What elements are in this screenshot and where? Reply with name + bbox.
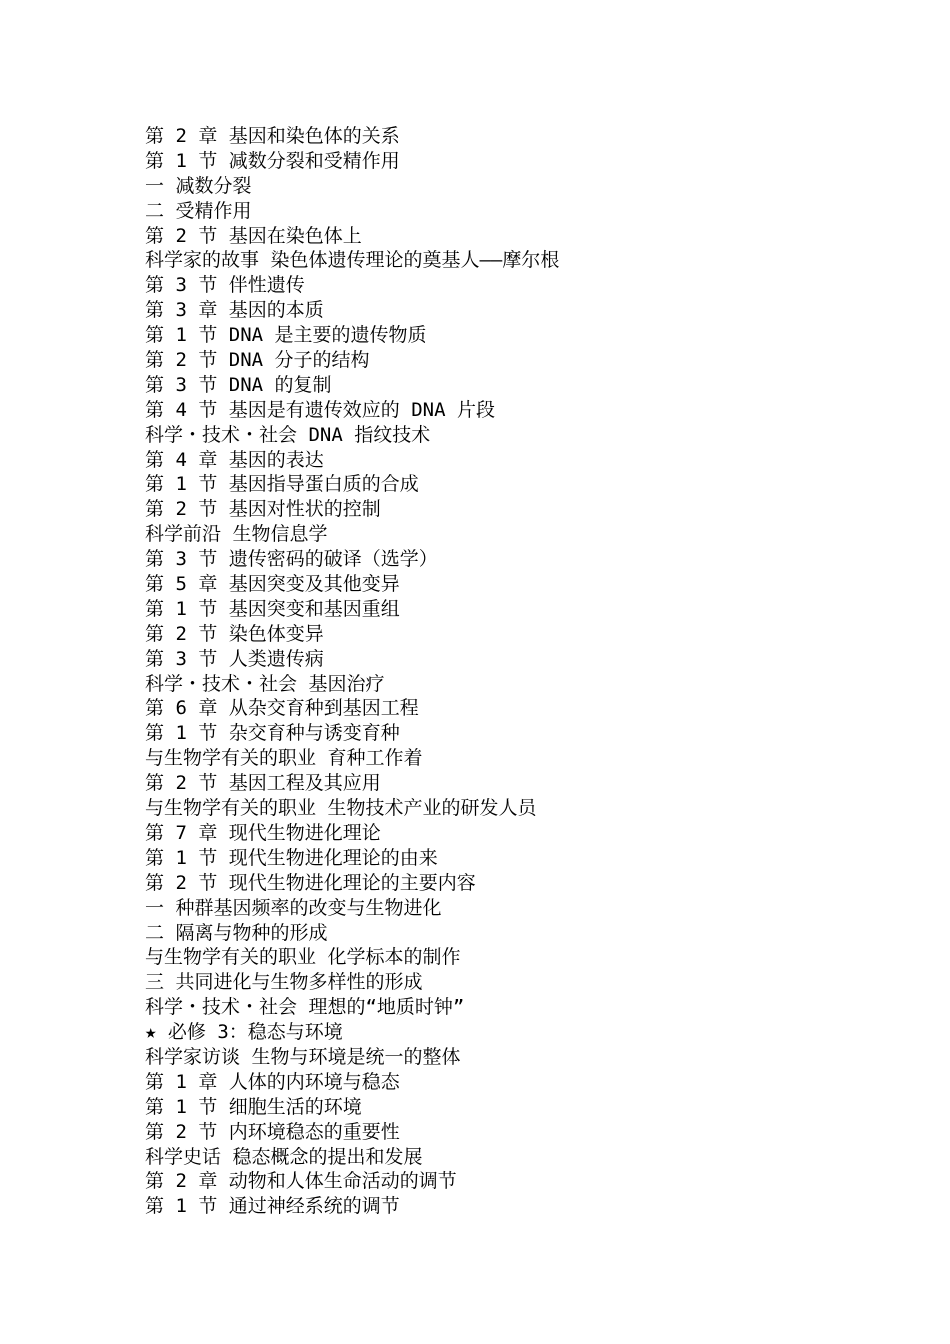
- toc-line: 第 6 章 从杂交育种到基因工程: [145, 697, 419, 720]
- toc-line: 第 3 节 遗传密码的破译（选学）: [145, 548, 438, 571]
- toc-line: 第 2 节 染色体变异: [145, 622, 324, 645]
- toc-line: 第 1 节 通过神经系统的调节: [145, 1195, 400, 1218]
- toc-line: 第 2 节 现代生物进化理论的主要内容: [145, 871, 476, 894]
- toc-line: 第 3 节 DNA 的复制: [145, 373, 332, 396]
- toc-line: 与生物学有关的职业 生物技术产业的研发人员: [145, 797, 537, 820]
- toc-line: 第 3 节 伴性遗传: [145, 274, 305, 297]
- toc-line: 第 2 节 基因工程及其应用: [145, 772, 381, 795]
- toc-line: 第 2 章 基因和染色体的关系: [145, 125, 400, 147]
- toc-line: 与生物学有关的职业 育种工作着: [145, 747, 423, 770]
- toc-line: 第 5 章 基因突变及其他变异: [145, 573, 400, 596]
- toc-line: 科学史话 稳态概念的提出和发展: [145, 1145, 423, 1168]
- toc-line: 一 减数分裂: [145, 174, 252, 197]
- table-of-contents: [145, 124, 905, 1219]
- toc-line: ★ 必修 3：稳态与环境: [145, 1021, 343, 1044]
- toc-line: 科学前沿 生物信息学: [145, 523, 328, 546]
- toc-line: 二 隔离与物种的形成: [145, 921, 328, 944]
- toc-line: 一 种群基因频率的改变与生物进化: [145, 896, 442, 919]
- toc-line: 科学・技术・社会 基因治疗: [145, 672, 385, 695]
- toc-line: 第 2 章 动物和人体生命活动的调节: [145, 1170, 457, 1193]
- toc-line: 科学・技术・社会 DNA 指纹技术: [145, 423, 431, 446]
- toc-line: 第 3 节 人类遗传病: [145, 647, 324, 670]
- toc-line: 第 1 节 减数分裂和受精作用: [145, 149, 400, 172]
- toc-line: 第 1 节 基因指导蛋白质的合成: [145, 473, 419, 496]
- toc-line: 第 2 节 DNA 分子的结构: [145, 349, 370, 372]
- toc-line: 第 1 节 杂交育种与诱变育种: [145, 722, 400, 745]
- toc-line: 与生物学有关的职业 化学标本的制作: [145, 946, 461, 969]
- toc-line: 科学・技术・社会 理想的“地质时钟”: [145, 996, 465, 1019]
- toc-line: 科学家的故事 染色体遗传理论的奠基人——摩尔根: [145, 249, 560, 272]
- toc-line: 第 1 节 DNA 是主要的遗传物质: [145, 324, 427, 347]
- toc-line: 第 1 节 基因突变和基因重组: [145, 597, 400, 620]
- toc-line: 第 2 节 基因在染色体上: [145, 224, 362, 247]
- toc-line: 第 1 节 细胞生活的环境: [145, 1095, 362, 1118]
- toc-line: 二 受精作用: [145, 199, 252, 222]
- toc-line: 第 4 章 基因的表达: [145, 448, 324, 471]
- toc-line: 第 3 章 基因的本质: [145, 299, 324, 322]
- toc-line: 第 2 节 内环境稳态的重要性: [145, 1120, 400, 1143]
- toc-line: 三 共同进化与生物多样性的形成: [145, 971, 423, 994]
- toc-line: 第 1 章 人体的内环境与稳态: [145, 1070, 400, 1093]
- toc-line: 第 1 节 现代生物进化理论的由来: [145, 846, 438, 869]
- toc-line: 第 7 章 现代生物进化理论: [145, 821, 381, 844]
- toc-line: 科学家访谈 生物与环境是统一的整体: [145, 1045, 461, 1068]
- toc-line: 第 2 节 基因对性状的控制: [145, 498, 381, 521]
- toc-line: 第 4 节 基因是有遗传效应的 DNA 片段: [145, 398, 495, 421]
